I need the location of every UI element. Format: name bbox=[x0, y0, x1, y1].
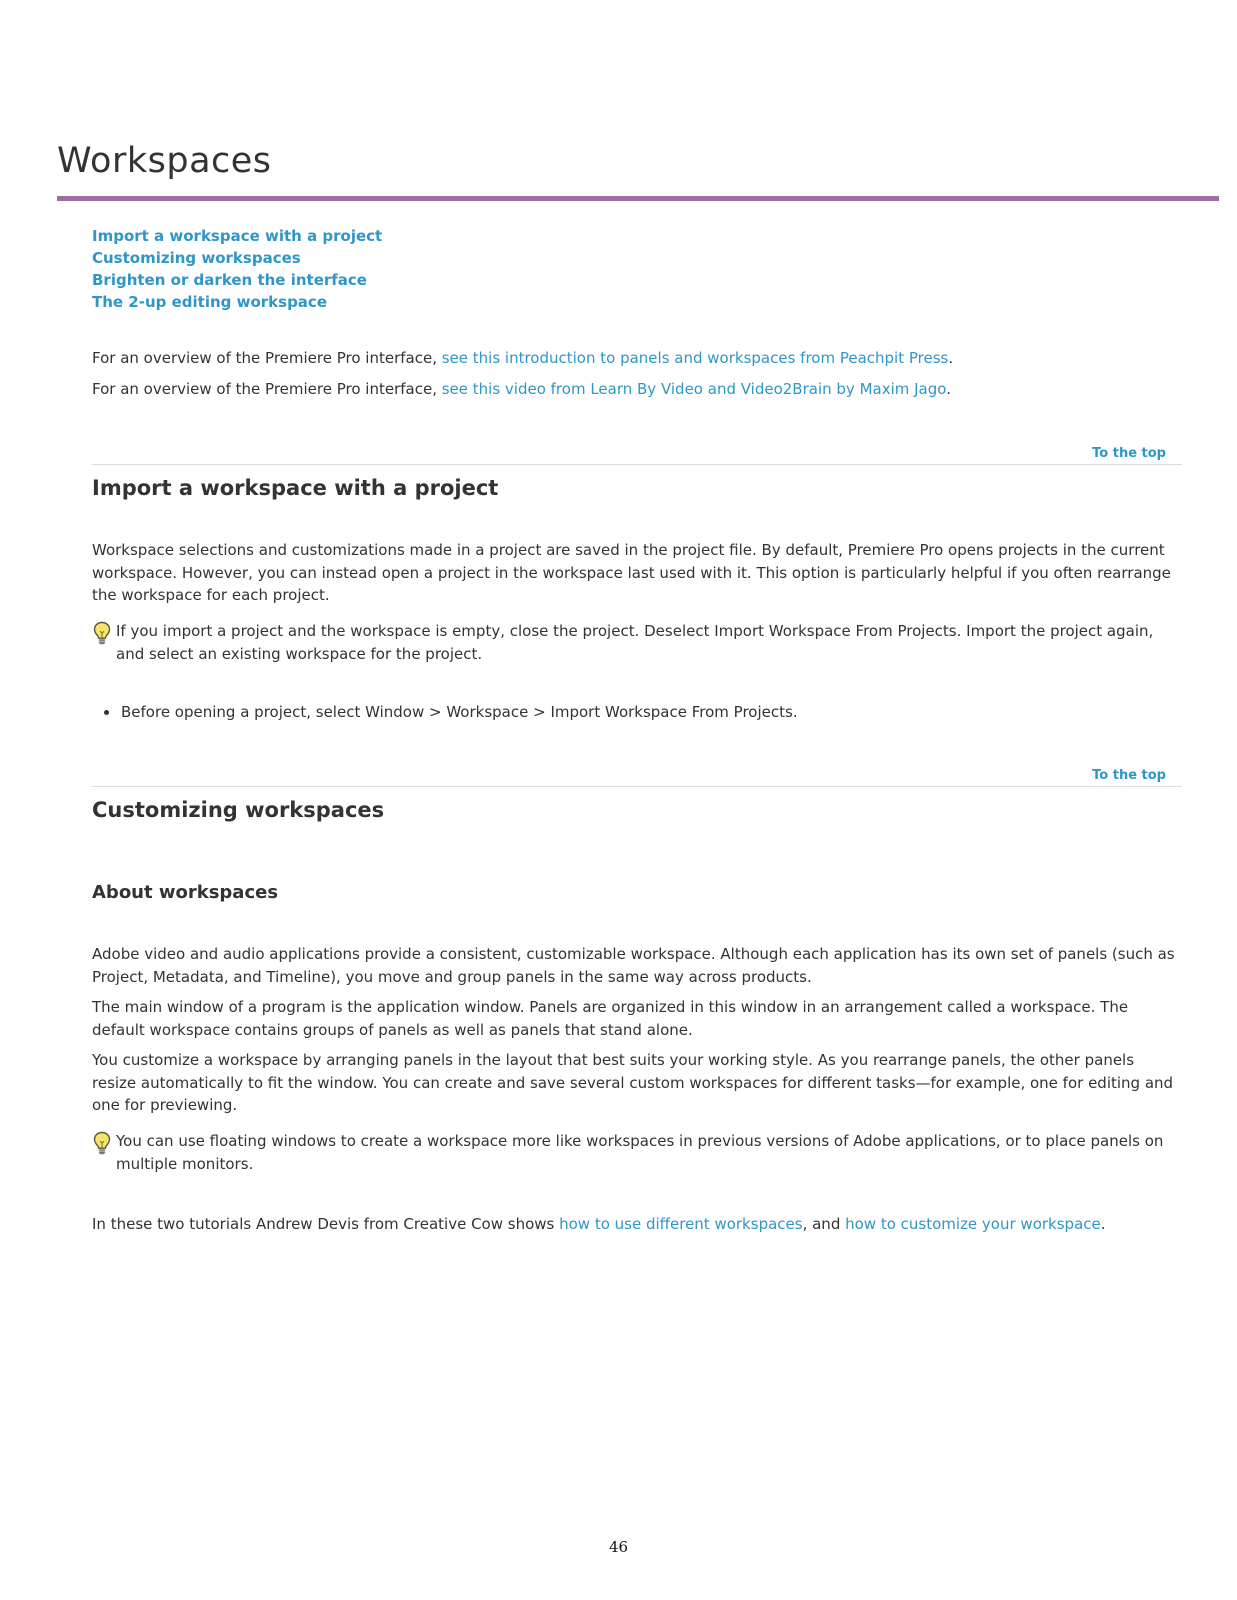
lightbulb-icon bbox=[92, 1131, 112, 1155]
intro-paragraph-2: For an overview of the Premiere Pro interface, see this video from Learn By Video and Video2Brain by Maxim Jago. bbox=[92, 380, 951, 398]
lightbulb-icon bbox=[92, 621, 112, 645]
tip-text: You can use floating windows to create a workspace more like workspaces in previous versions of Adobe applications, or to place panels on multiple monitors. bbox=[116, 1132, 1164, 1173]
different-workspaces-link[interactable]: how to use different workspaces bbox=[559, 1215, 803, 1233]
customizing-tip bbox=[92, 1130, 1182, 1175]
video2brain-link[interactable]: see this video from Learn By Video and Video2Brain by Maxim Jago bbox=[441, 380, 947, 398]
section-heading-import: Import a workspace with a project bbox=[92, 476, 499, 500]
toc-link-brighten-darken[interactable]: Brighten or darken the interface bbox=[92, 271, 367, 289]
to-the-top-link[interactable]: To the top bbox=[1092, 446, 1166, 461]
import-body-paragraph: Workspace selections and customizations made in a project are saved in the project file. By default, Premiere Pro opens projects in the current workspace. However, you can instead open a project in the workspace last used with it. This option is particularly helpful if you often rearrange the workspace for each project. bbox=[92, 541, 1171, 604]
to-top-divider bbox=[92, 768, 1182, 787]
toc-link-import-workspace[interactable]: Import a workspace with a project bbox=[92, 227, 383, 245]
section-heading-customizing: Customizing workspaces bbox=[92, 798, 385, 822]
tutorials-paragraph: In these two tutorials Andrew Devis from Creative Cow shows how to use different workspaces, and how to customize your workspace. bbox=[92, 1215, 1106, 1233]
intro-paragraph-1: For an overview of the Premiere Pro interface, see this introduction to panels and workspaces from Peachpit Press. bbox=[92, 349, 954, 367]
title-divider bbox=[57, 196, 1219, 201]
table-of-contents bbox=[92, 225, 382, 313]
peachpit-intro-link[interactable]: see this introduction to panels and workspaces from Peachpit Press bbox=[441, 349, 949, 367]
customizing-paragraph-3: You customize a workspace by arranging panels in the layout that best suits your working style. As you rearrange panels, the other panels resize automatically to fit the window. You can create and save several custom workspaces for different tasks—for example, one for editing and one for previewing. bbox=[92, 1051, 1174, 1114]
bullet-dot bbox=[104, 710, 109, 715]
to-top-divider bbox=[92, 446, 1182, 465]
import-tip bbox=[92, 620, 1182, 665]
customizing-paragraph-1: Adobe video and audio applications provide a consistent, customizable workspace. Although each application has its own set of panels (such as Project, Metadata, and Timeline), you move and group panels in the same way across products. bbox=[92, 945, 1175, 986]
to-the-top-link[interactable]: To the top bbox=[1092, 768, 1166, 783]
customize-workspace-link[interactable]: how to customize your workspace bbox=[845, 1215, 1101, 1233]
toc-link-2up-editing[interactable]: The 2-up editing workspace bbox=[92, 293, 327, 311]
page-number: 46 bbox=[608, 1538, 629, 1556]
tip-text: If you import a project and the workspace is empty, close the project. Deselect Import Workspace From Projects. Import the project again, and select an existing workspace for the project. bbox=[116, 622, 1154, 663]
subheading-about-workspaces: About workspaces bbox=[92, 882, 279, 903]
page-title: Workspaces bbox=[57, 141, 272, 181]
toc-link-customizing-workspaces[interactable]: Customizing workspaces bbox=[92, 249, 301, 267]
customizing-paragraph-2: The main window of a program is the application window. Panels are organized in this window in an arrangement called a workspace. The default workspace contains groups of panels as well as panels that stand alone. bbox=[92, 998, 1129, 1039]
list-item: Before opening a project, select Window > Workspace > Import Workspace From Projects. bbox=[92, 701, 1182, 724]
import-steps-list bbox=[92, 701, 1182, 724]
